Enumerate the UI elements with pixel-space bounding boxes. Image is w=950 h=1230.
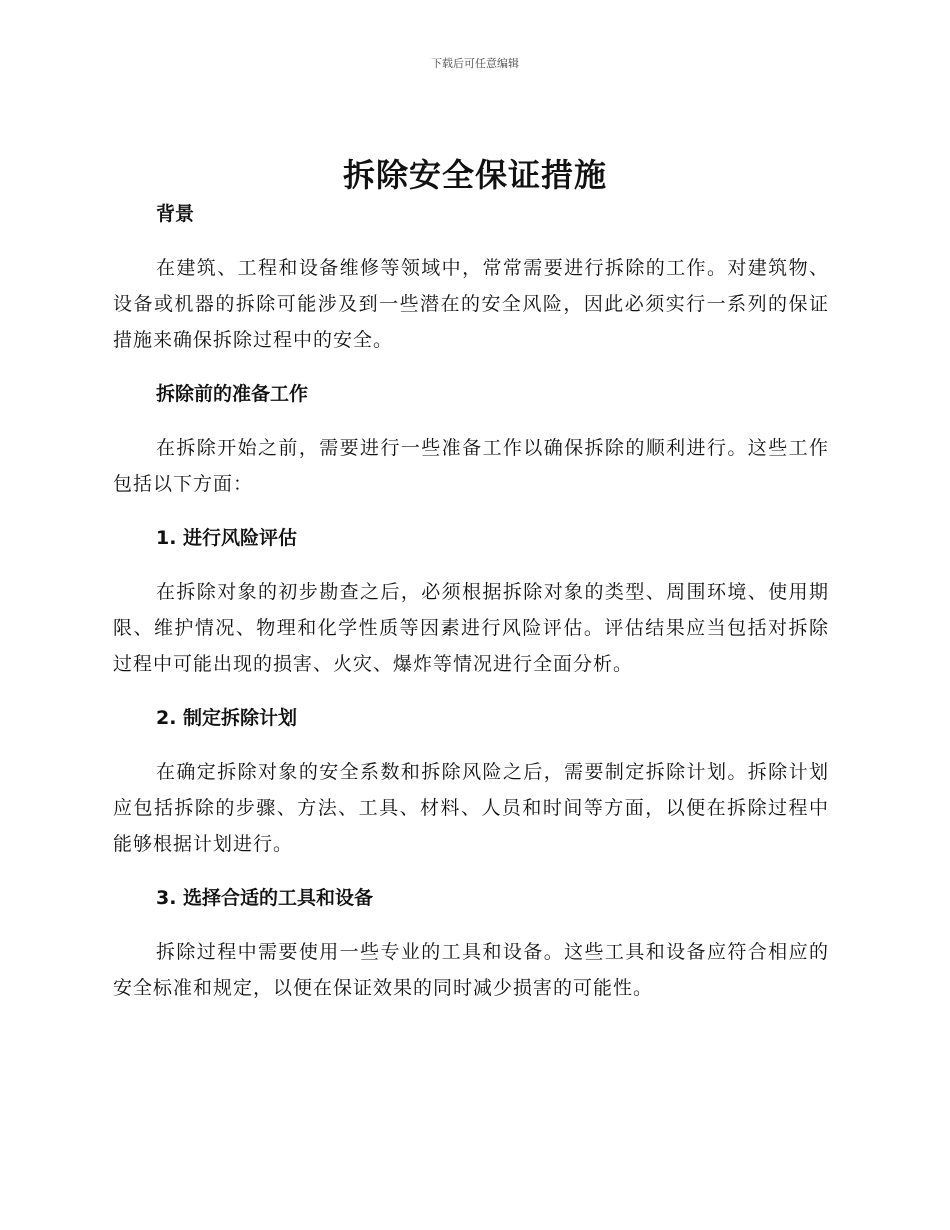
section-paragraph-preparation: 在拆除开始之前，需要进行一些准备工作以确保拆除的顺利进行。这些工作包括以下方面： [113, 437, 829, 495]
section-paragraph-background: 在建筑、工程和设备维修等领域中，常常需要进行拆除的工作。对建筑物、设备或机器的拆除可能涉及到一些潜在的安全风险，因此必须实行一系列的保证措施来确保拆除过程中的安全。 [113, 257, 829, 351]
section-heading-demolition-plan: 2. 制定拆除计划 [156, 707, 298, 729]
section-heading-preparation: 拆除前的准备工作 [156, 383, 309, 405]
section-paragraph-risk-assessment: 在拆除对象的初步勘查之后，必须根据拆除对象的类型、周围环境、使用期限、维护情况、物理和化学性质等因素进行风险评估。评估结果应当包括对拆除过程中可能出现的损害、火灾、爆炸等情况进行全面分析。 [113, 581, 829, 675]
section-heading-background: 背景 [156, 203, 195, 225]
section-heading-tools-equipment: 3. 选择合适的工具和设备 [156, 887, 374, 909]
document-title: 拆除安全保证措施 [342, 156, 607, 194]
section-heading-risk-assessment: 1. 进行风险评估 [156, 527, 298, 549]
section-paragraph-demolition-plan: 在确定拆除对象的安全系数和拆除风险之后，需要制定拆除计划。拆除计划应包括拆除的步骤、方法、工具、材料、人员和时间等方面，以便在拆除过程中能够根据计划进行。 [113, 761, 829, 855]
section-paragraph-tools-equipment: 拆除过程中需要使用一些专业的工具和设备。这些工具和设备应符合相应的安全标准和规定，以便在保证效果的同时减少损害的可能性。 [113, 941, 829, 999]
header-note: 下载后可任意编辑 [431, 57, 519, 70]
document-body [113, 196, 829, 1006]
